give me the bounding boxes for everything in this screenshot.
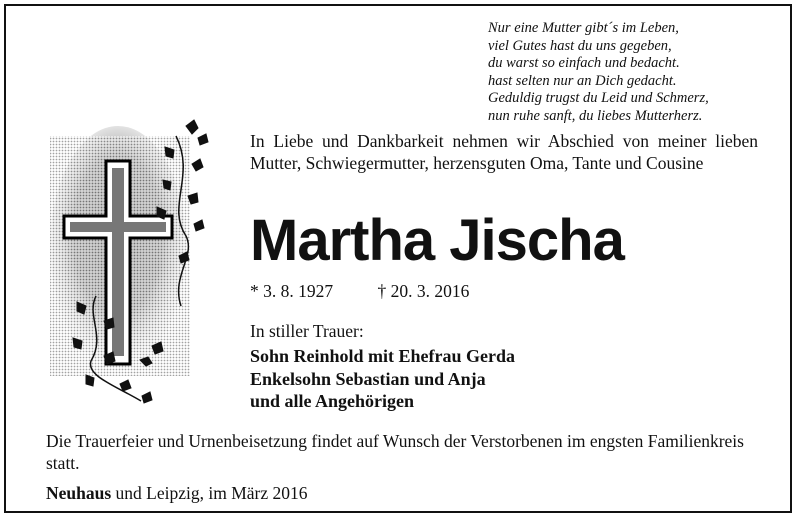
poem-line: Nur eine Mutter gibt´s im Leben,	[488, 20, 679, 36]
intro-text: In Liebe und Dankbarkeit nehmen wir Abschied von meiner lieben Mutter, Schwiegermutter, herzensguten Oma, Tante und Cousine	[250, 131, 758, 173]
mourner-line: und alle Angehörigen	[250, 391, 415, 411]
closing-place: Neuhaus	[46, 483, 112, 503]
obituary-notice	[4, 4, 792, 513]
life-dates	[250, 280, 469, 302]
mourners-list	[250, 345, 515, 413]
deceased-name: Martha Jischa	[250, 208, 624, 273]
closing-line	[46, 482, 308, 504]
poem-line: du warst so einfach und bedacht.	[488, 55, 680, 71]
birth-date: * 3. 8. 1927	[250, 281, 334, 301]
death-date: † 20. 3. 2016	[377, 281, 470, 301]
closing-rest: und Leipzig, im März 2016	[111, 483, 308, 503]
poem	[488, 20, 788, 125]
mourning-label: In stiller Trauer:	[250, 321, 364, 341]
poem-line: nun ruhe sanft, du liebes Mutterherz.	[488, 107, 703, 124]
poem-line: viel Gutes hast du uns gegeben,	[488, 37, 672, 54]
mourner-line: Sohn Reinhold mit Ehefrau Gerda	[250, 346, 516, 366]
mourner-line: Enkelsohn Sebastian und Anja	[250, 368, 486, 389]
poem-line: hast selten nur an Dich gedacht.	[488, 72, 677, 89]
ceremony-text: Die Trauerfeier und Urnenbeisetzung findet auf Wunsch der Verstorbenen im engsten Familienkreis statt.	[46, 431, 744, 473]
poem-line: Geduldig trugst du Leid und Schmerz,	[488, 90, 709, 106]
cross-icon	[46, 116, 226, 416]
